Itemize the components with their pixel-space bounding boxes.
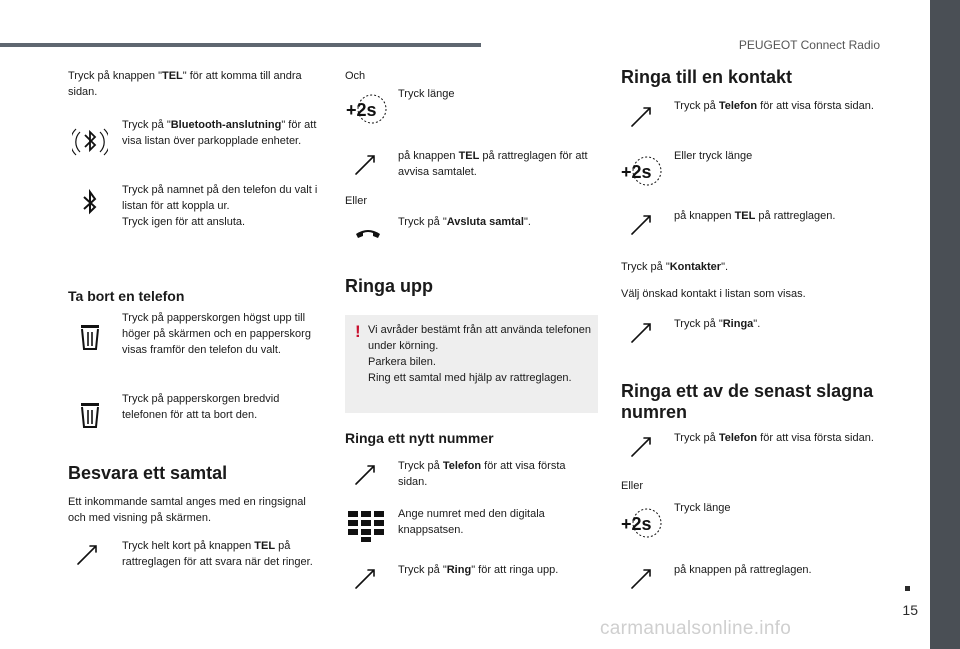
press-icon xyxy=(626,314,662,350)
press-icon xyxy=(626,98,662,134)
answer-intro: Ett inkommande samtal anges med en ringsignal och med visning på skärmen. xyxy=(68,496,306,524)
press-icon xyxy=(626,206,662,242)
warning-icon: ! xyxy=(355,322,361,341)
hang-up-icon xyxy=(350,214,386,250)
contact-step-2: på knappen TEL på rattreglagen. xyxy=(674,210,836,222)
select-phone-step: Tryck på namnet på den telefon du valt i listan för att koppla ur. Tryck igen för att ansluta. xyxy=(122,184,318,228)
reject-step: på knappen TEL på rattreglagen för att avvisa samtalet. xyxy=(398,150,588,178)
call-heading: Ringa upp xyxy=(345,276,433,296)
two-s-label: +2s xyxy=(621,514,652,534)
eller-label: Eller xyxy=(345,195,368,207)
trash-icon xyxy=(72,396,108,432)
press-icon xyxy=(350,560,386,596)
keypad-icon xyxy=(347,508,385,544)
two-s-label: +2s xyxy=(346,100,377,120)
new-step-1: Tryck på Telefon för att visa första sidan. xyxy=(398,460,566,488)
end-call-step: Tryck på "Avsluta samtal". xyxy=(398,216,531,228)
new-number-heading: Ringa ett nytt nummer xyxy=(345,430,494,446)
intro-text: Tryck på knappen "TEL" för att komma till andra sidan. xyxy=(68,70,302,98)
recent-step-1: Tryck på Telefon för att visa första sidan. xyxy=(674,432,874,444)
press-icon xyxy=(350,456,386,492)
long-press-2s-icon xyxy=(620,154,662,190)
remove-step-1: Tryck på papperskorgen högst upp till höger på skärmen och en papperskorg visas framför den telefon du valt. xyxy=(122,312,311,356)
answer-step: Tryck helt kort på knappen TEL på rattreglagen för att svara när det ringer. xyxy=(122,540,313,568)
answer-call-heading: Besvara ett samtal xyxy=(68,463,228,483)
side-strip xyxy=(930,0,960,649)
header-title: PEUGEOT Connect Radio xyxy=(738,38,880,52)
watermark: carmanualsonline.info xyxy=(600,618,792,639)
press-icon xyxy=(72,536,108,572)
trash-icon xyxy=(72,318,108,354)
contact-heading: Ringa till en kontakt xyxy=(621,67,793,87)
recent-eller: Eller xyxy=(621,480,644,492)
header-bar xyxy=(0,43,481,47)
bluetooth-settings-icon xyxy=(72,124,108,160)
recent-calls-heading: Ringa ett av de senast slagna numren xyxy=(621,381,874,422)
recent-step-2: på knappen på rattreglagen. xyxy=(674,564,812,576)
recent-long-press: Tryck länge xyxy=(674,502,731,514)
page-number: 15 xyxy=(902,602,918,618)
och-label: Och xyxy=(345,70,366,82)
contact-long-press: Eller tryck länge xyxy=(674,150,753,162)
press-icon xyxy=(626,428,662,464)
bluetooth-icon xyxy=(72,186,108,222)
two-s-label: +2s xyxy=(621,162,652,182)
bluetooth-step: Tryck på "Bluetooth-anslutning" för att visa listan över parkopplade enheter. xyxy=(122,119,317,147)
long-press-2s-icon xyxy=(620,506,662,542)
contact-step-5: Tryck på "Ringa". xyxy=(674,318,761,330)
press-icon xyxy=(350,146,386,182)
warning-text: Vi avråder bestämt från att använda telefonen under körning. Parkera bilen. Ring ett samtal med hjälp av rattreglagen. xyxy=(368,324,591,384)
contact-step-3: Tryck på "Kontakter". xyxy=(621,261,729,273)
remove-phone-heading: Ta bort en telefon xyxy=(68,288,185,304)
contact-step-4: Välj önskad kontakt i listan som visas. xyxy=(621,288,806,300)
long-press-2s-icon xyxy=(345,92,387,128)
press-icon xyxy=(626,560,662,596)
long-press-label: Tryck länge xyxy=(398,88,455,100)
page-marker xyxy=(905,586,910,591)
remove-step-2: Tryck på papperskorgen bredvid telefonen för att ta bort den. xyxy=(122,393,280,421)
new-step-3: Tryck på "Ring" för att ringa upp. xyxy=(398,564,559,576)
new-step-2: Ange numret med den digitala knappsatsen. xyxy=(398,508,545,536)
contact-step-1: Tryck på Telefon för att visa första sidan. xyxy=(674,100,874,112)
